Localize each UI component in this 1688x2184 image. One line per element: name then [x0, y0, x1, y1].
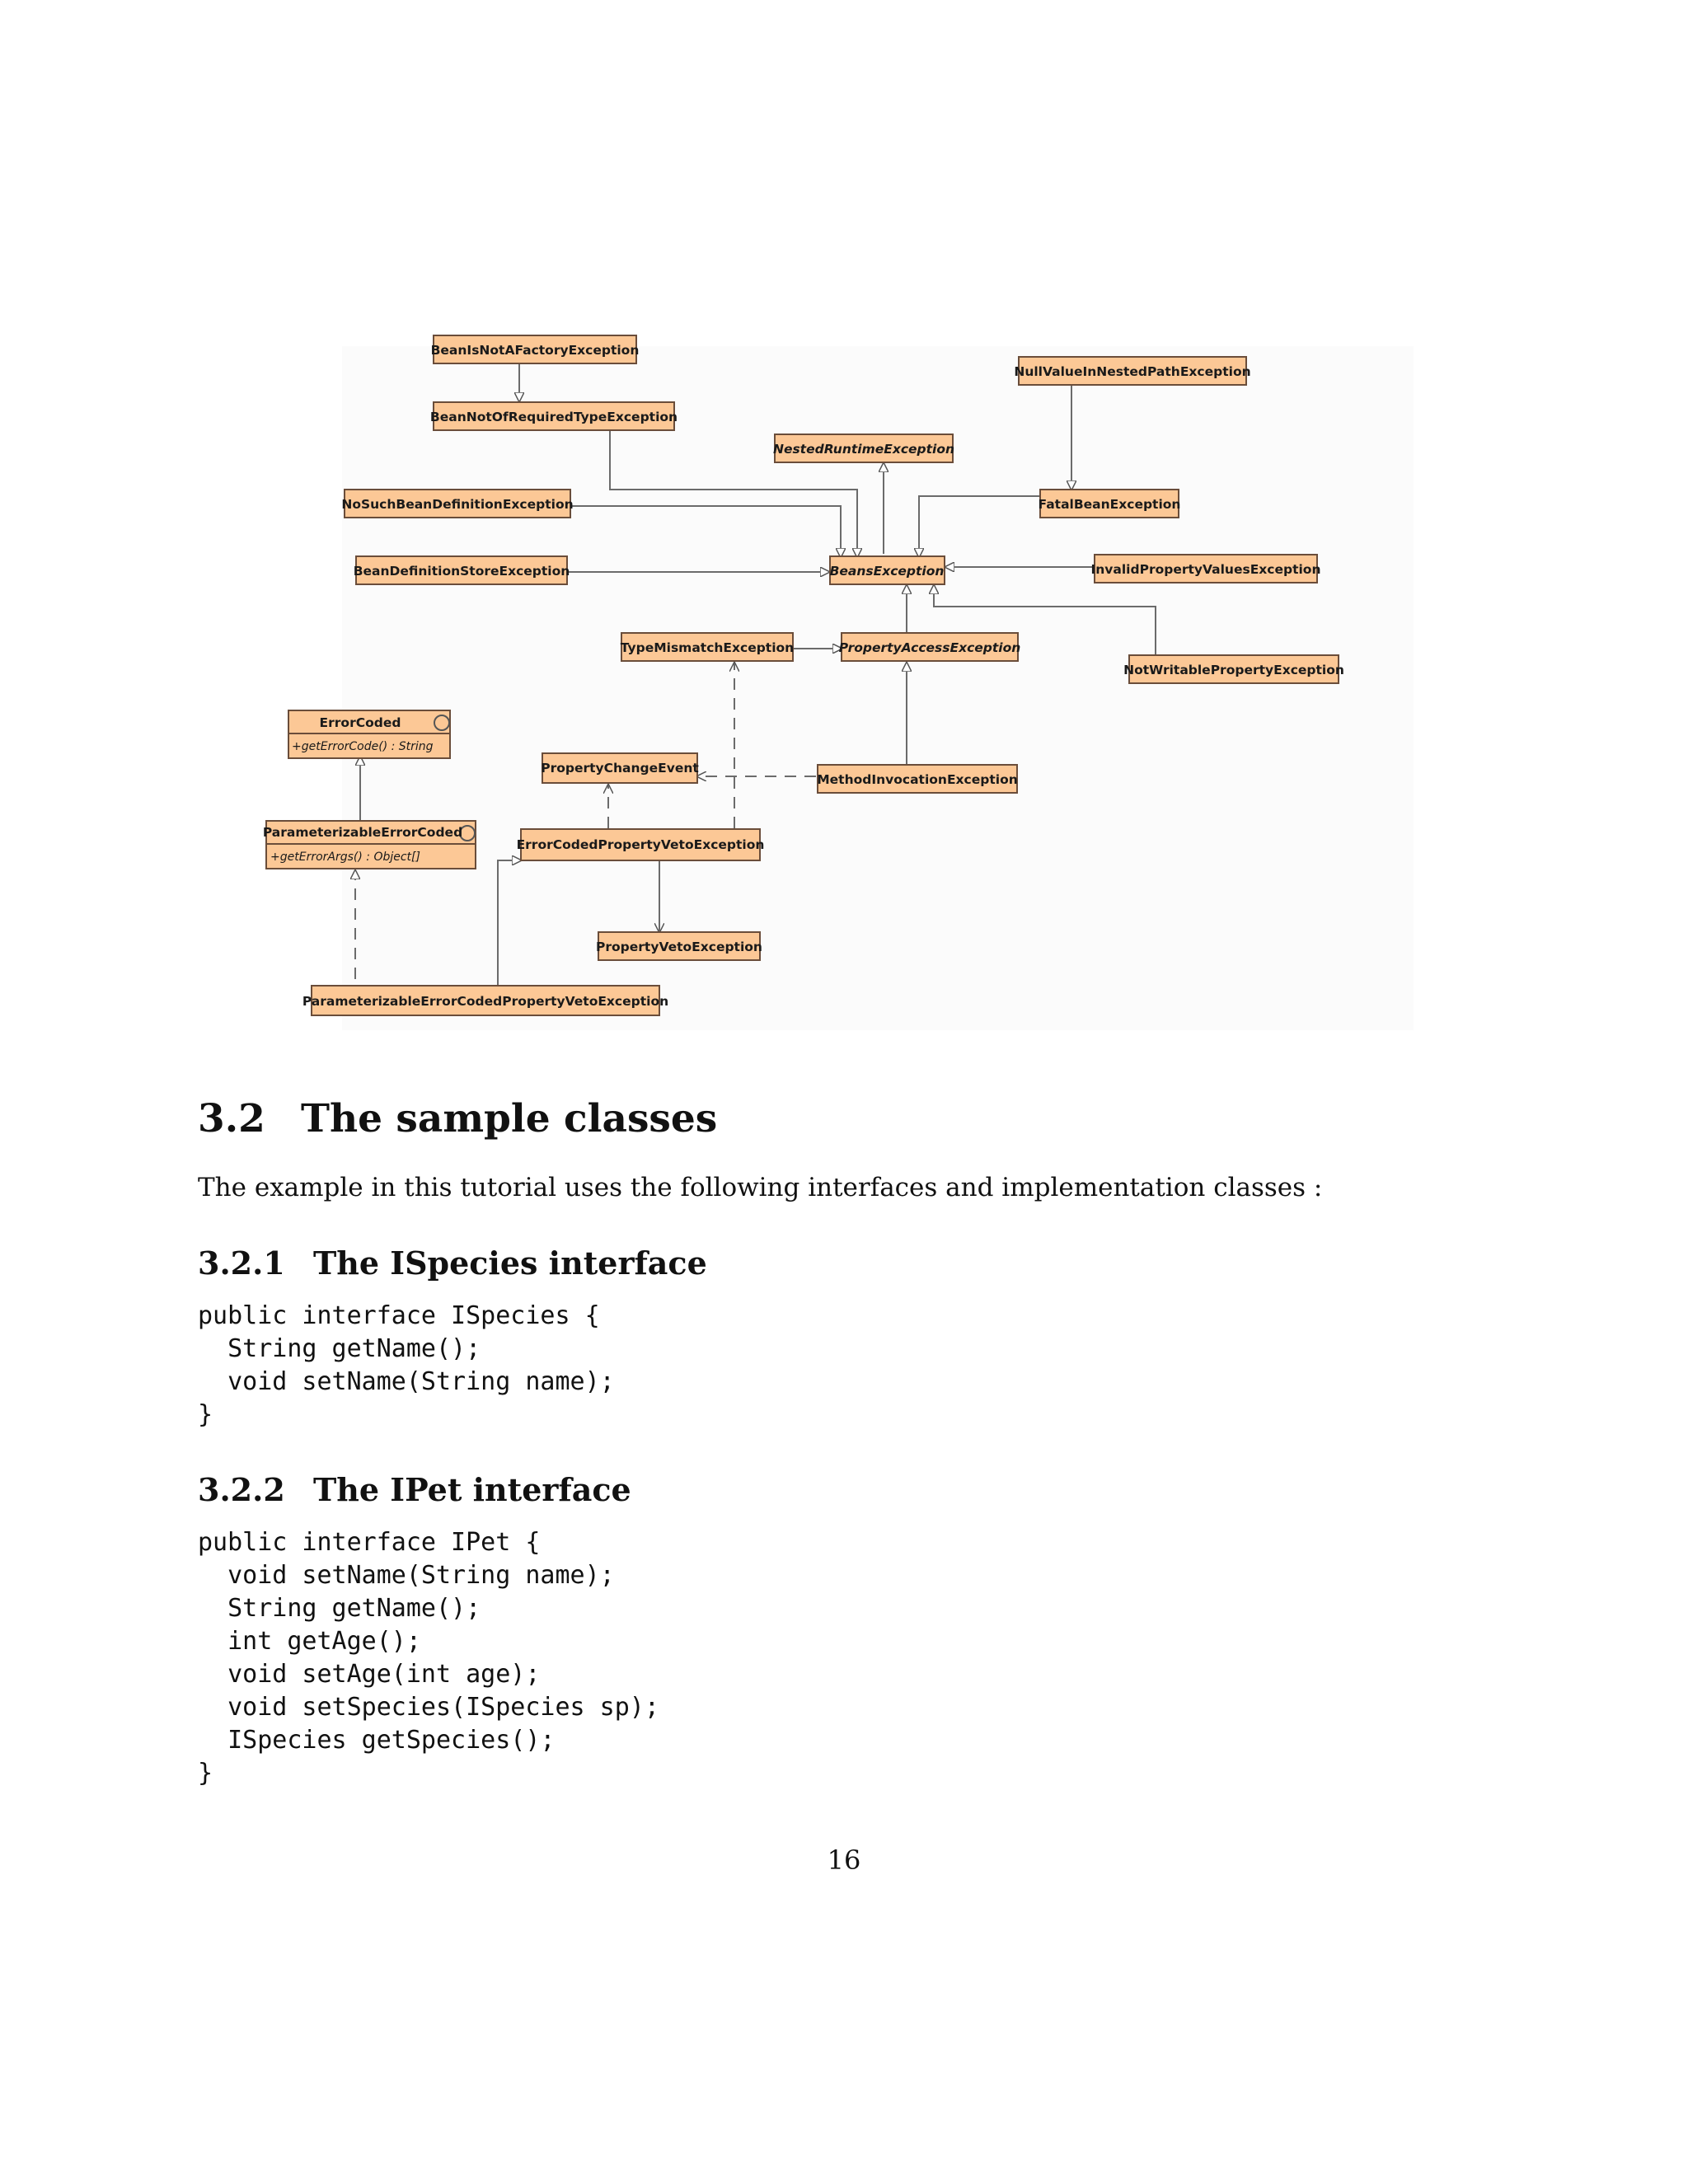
class-bean-is-not-a-factory-exception	[431, 335, 640, 363]
subsection-number: 3.2.2	[198, 1471, 285, 1508]
class-not-writable-property-exception	[1123, 655, 1344, 683]
interface-parameterizable-error-coded	[263, 821, 476, 869]
subsection-title: The IPet interface	[313, 1471, 631, 1508]
svg-text:NestedRuntimeException: NestedRuntimeException	[772, 442, 955, 457]
svg-text:ParameterizableErrorCoded: ParameterizableErrorCoded	[262, 825, 463, 840]
svg-text:+getErrorCode() : String: +getErrorCode() : String	[292, 740, 434, 753]
class-beans-exception	[830, 556, 945, 584]
code-block-ispecies: public interface ISpecies { String getName(); void setName(String name); }	[198, 1301, 615, 1429]
svg-text:MethodInvocationException: MethodInvocationException	[817, 772, 1018, 787]
class-fatal-bean-exception	[1039, 490, 1181, 518]
class-error-coded-property-veto-exception	[517, 829, 765, 860]
page-number: 16	[827, 1844, 861, 1876]
subsection-heading-ispecies	[198, 1244, 707, 1282]
svg-text:ErrorCoded: ErrorCoded	[319, 715, 401, 730]
svg-text:PropertyAccessException: PropertyAccessException	[838, 640, 1021, 655]
svg-text:BeanDefinitionStoreException: BeanDefinitionStoreException	[353, 564, 570, 579]
svg-text:BeanIsNotAFactoryException: BeanIsNotAFactoryException	[430, 343, 640, 358]
class-bean-not-of-required-type-exception	[430, 402, 678, 430]
section-heading	[198, 1096, 717, 1141]
class-type-mismatch-exception	[621, 633, 794, 661]
class-property-change-event	[541, 753, 699, 783]
subsection-heading-ipet	[198, 1471, 631, 1508]
subsection-number: 3.2.1	[198, 1244, 285, 1282]
subsection-title: The ISpecies interface	[313, 1244, 707, 1282]
interface-error-coded	[288, 710, 450, 758]
svg-text:InvalidPropertyValuesException: InvalidPropertyValuesException	[1090, 562, 1321, 577]
svg-text:FatalBeanException: FatalBeanException	[1038, 497, 1181, 512]
svg-text:NoSuchBeanDefinitionException: NoSuchBeanDefinitionException	[341, 497, 574, 512]
class-bean-definition-store-exception	[354, 556, 570, 584]
class-nested-runtime-exception	[773, 434, 954, 462]
section-intro: The example in this tutorial uses the following interfaces and implementation classes :	[198, 1173, 1323, 1202]
svg-text:TypeMismatchException: TypeMismatchException	[620, 640, 795, 655]
svg-text:NullValueInNestedPathException: NullValueInNestedPathException	[1014, 364, 1251, 379]
class-property-access-exception	[839, 633, 1021, 661]
class-null-value-in-nested-path-exception	[1014, 357, 1250, 385]
svg-text:ErrorCodedPropertyVetoExceptio: ErrorCodedPropertyVetoException	[516, 837, 765, 852]
svg-text:BeanNotOfRequiredTypeException: BeanNotOfRequiredTypeException	[429, 410, 678, 424]
svg-text:NotWritablePropertyException: NotWritablePropertyException	[1123, 663, 1344, 677]
svg-text:PropertyChangeEvent: PropertyChangeEvent	[541, 761, 699, 776]
svg-text:ParameterizableErrorCodedPrope: ParameterizableErrorCodedPropertyVetoException	[302, 994, 669, 1009]
svg-text:PropertyVetoException: PropertyVetoException	[596, 940, 762, 954]
svg-text:BeansException: BeansException	[829, 564, 945, 579]
class-invalid-property-values-exception	[1091, 555, 1321, 583]
section-title: The sample classes	[301, 1096, 718, 1141]
svg-text:+getErrorArgs() : Object[]: +getErrorArgs() : Object[]	[270, 851, 420, 864]
class-hierarchy-diagram	[0, 0, 1688, 1047]
section-number: 3.2	[198, 1096, 265, 1141]
class-property-veto-exception	[596, 932, 762, 960]
class-parameterizable-error-coded-property-veto-exception	[302, 986, 668, 1015]
class-method-invocation-exception	[817, 765, 1018, 793]
class-no-such-bean-definition-exception	[341, 490, 573, 518]
code-block-ipet: public interface IPet { void setName(String name); String getName(); int getAge(); void setAge(int age); void setSpecies(ISpecies sp); ISpecies getSpecies(); }	[198, 1528, 659, 1788]
